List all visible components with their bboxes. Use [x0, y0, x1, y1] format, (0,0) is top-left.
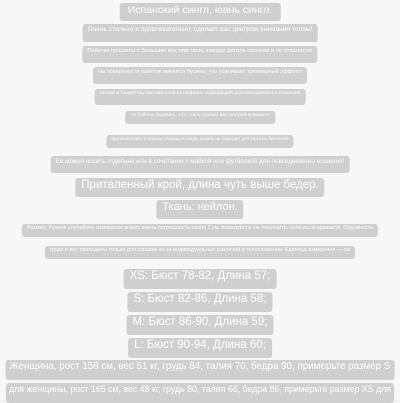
size-xs: XS: Бюст 78-82, Длина 57;	[124, 269, 277, 289]
text-line-7: Крупный вырез и вырезы спереди и сзади, дизайн не подходит для скрытых бретелей!	[106, 135, 293, 148]
model-info-1: Женщина, рост 158 см, вес 51 кг, грудь 84, талия 70, бедра 90, примерьте размер S	[6, 360, 395, 380]
text-line-6: Не бойтесь надевать, этот стиль сделает вас центром внимания!	[125, 111, 275, 124]
text-line-8: Ее можно носить отдельно или в сочетании с майкой или футболкой для повседневного ношения!	[51, 156, 350, 173]
text-line-5: Легкий и тонкий внутренний слой из шифона, подходящий для повседневного ношения!	[95, 89, 306, 105]
text-line-9: Приталенный крой, длина чуть выше бедер.	[75, 178, 324, 197]
size-l: L: Бюст 90-94, Длина 60;	[128, 338, 272, 358]
text-line-11: Размер: Ручное случайное измерение может иметь погрешность около 2 см, пожалуйста, не покупайте, если вы возражаете. Окружность	[22, 224, 378, 237]
text-line-3: Пайетки пришиты с большим мастерством, каждая деталь прочная и не отвалится!	[82, 46, 317, 63]
model-info-2: для женщины, рост 165 см, вес 48 кг, грудь 80, талия 66, бедра 86, примерьте размер XS для	[6, 383, 394, 403]
text-line-10: Ткань: нейлон.	[156, 200, 243, 219]
size-s: S: Бюст 82-86, Длина 58;	[127, 292, 272, 312]
text-line-12: груди и вес приведены только для справки из-за индивидуальных различий в телосложении. Единица измерения — см	[45, 246, 355, 259]
text-line-4: На поверхности пайеток имеются бусины, что усиливает трехмерный эффект!	[93, 67, 307, 84]
size-m: M: Бюст 86-90, Длина 59;	[126, 315, 273, 335]
text-line-2: Очень стильно и привлекательно, сделает вас центром внимания толпы!	[83, 24, 318, 42]
text-line-1: Испанский сингл, юань сингл.	[120, 3, 281, 21]
